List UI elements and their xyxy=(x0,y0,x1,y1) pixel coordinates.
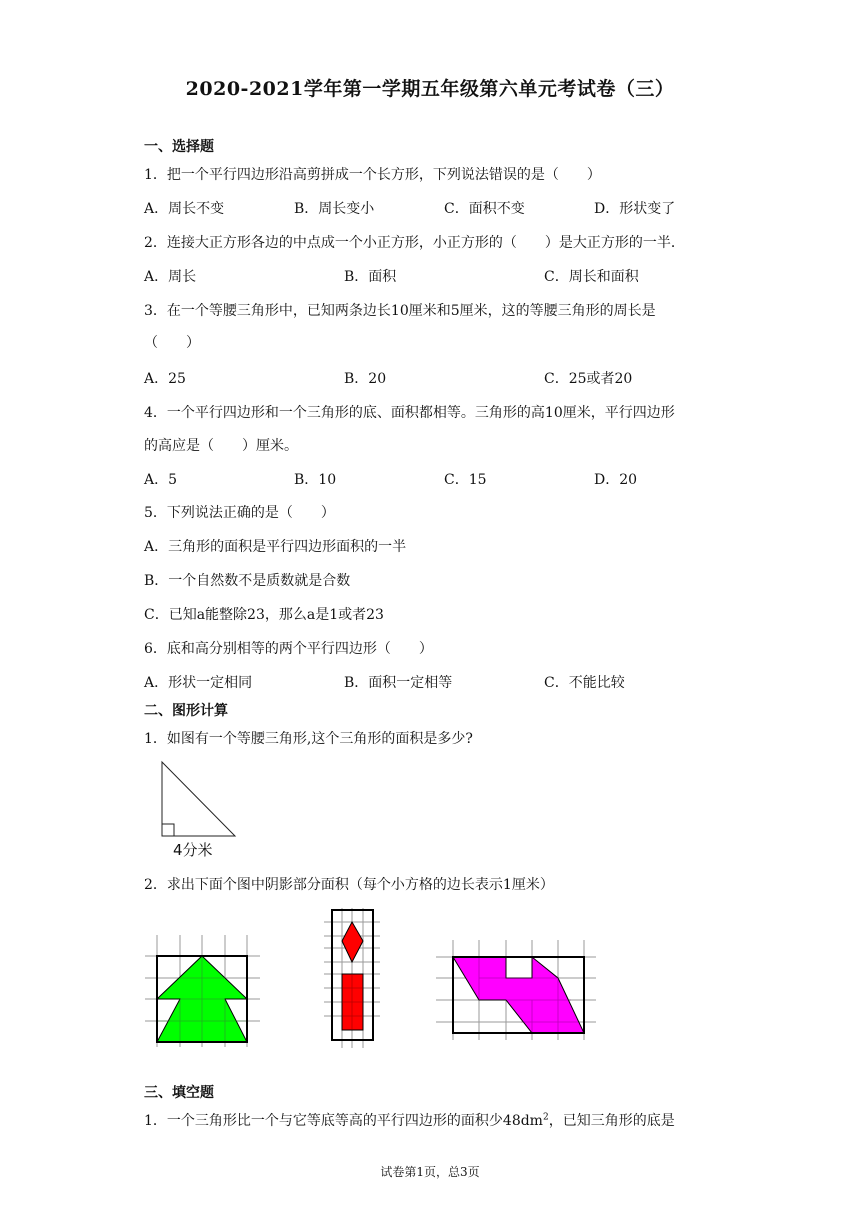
question-text: 1．把一个平行四边形沿高剪拼成一个长方形，下列说法错误的是（ ） xyxy=(144,167,601,183)
green-shape-grid-figure xyxy=(145,935,265,1050)
option-c: C．15 xyxy=(444,472,487,488)
page-footer: 试卷第1页，总3页 xyxy=(380,1165,480,1179)
option-a: A．形状一定相同 xyxy=(144,675,253,691)
option-b: B．一个自然数不是质数就是合数 xyxy=(144,573,351,589)
question-text-cont: 的高应是（ ）厘米。 xyxy=(144,438,298,454)
option-c: C．已知a能整除23，那么a是1或者23 xyxy=(144,607,384,623)
magenta-shape-grid-figure xyxy=(436,940,596,1040)
question-text: 2．连接大正方形各边的中点成一个小正方形，小正方形的（ ）是大正方形的一半． xyxy=(144,235,685,251)
option-c: C．周长和面积 xyxy=(544,269,639,285)
question-text: 4．一个平行四边形和一个三角形的底、面积都相等。三角形的高10厘米，平行四边形 xyxy=(144,405,675,421)
section-heading: 二、图形计算 xyxy=(144,703,228,719)
option-a: A．三角形的面积是平行四边形面积的一半 xyxy=(144,539,407,555)
option-b: B．面积 xyxy=(344,269,397,285)
option-b: B．10 xyxy=(294,472,337,488)
option-b: B．周长变小 xyxy=(294,201,375,217)
question-text: 5．下列说法正确的是（ ） xyxy=(144,505,335,521)
red-shape-grid-figure xyxy=(324,908,384,1048)
option-a: A．周长不变 xyxy=(144,201,225,217)
section-heading: 一、选择题 xyxy=(144,139,214,155)
option-a: A．5 xyxy=(144,472,178,488)
option-a: A．周长 xyxy=(144,269,197,285)
page-title: 2020-2021学年第一学期五年级第六单元考试卷（三） xyxy=(185,78,675,100)
question-text: 2．求出下面个图中阴影部分面积（每个小方格的边长表示1厘米） xyxy=(144,877,554,893)
question-text: 3．在一个等腰三角形中，已知两条边长10厘米和5厘米，这的等腰三角形的周长是 xyxy=(144,303,656,319)
option-b: B．面积一定相等 xyxy=(344,675,453,691)
option-c: C．不能比较 xyxy=(544,675,625,691)
question-text: 1．如图有一个等腰三角形,这个三角形的面积是多少? xyxy=(144,731,473,747)
option-c: C．面积不变 xyxy=(444,201,525,217)
section-heading: 三、填空题 xyxy=(144,1085,214,1101)
option-d: D．20 xyxy=(594,472,638,488)
option-a: A．25 xyxy=(144,371,186,387)
question-text: 1．一个三角形比一个与它等底等高的平行四边形的面积少$48dm^2$，已知三角形的底是 xyxy=(144,1112,675,1129)
option-b: B．20 xyxy=(344,371,387,387)
question-text: 6．底和高分别相等的两个平行四边形（ ） xyxy=(144,641,433,657)
option-d: D．形状变了 xyxy=(594,201,676,217)
option-c: C．25或者20 xyxy=(544,371,633,387)
triangle-base-label: 4分米 xyxy=(173,841,213,859)
question-text-cont: （ ） xyxy=(144,335,200,351)
